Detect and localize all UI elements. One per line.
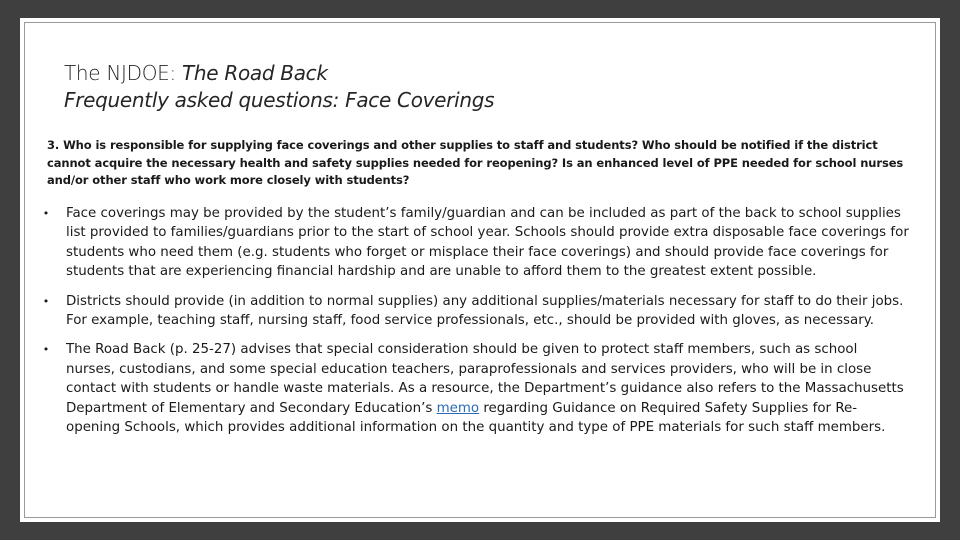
slide	[20, 18, 940, 522]
title-italic: The Road Back	[182, 61, 328, 85]
title-subtitle: Frequently asked questions: Face Coverings	[64, 88, 495, 112]
slide-title	[64, 60, 494, 114]
title-line-1	[64, 60, 494, 87]
bullet-icon: •	[42, 343, 50, 357]
answer-list	[40, 204, 910, 447]
question-text: 3. Who is responsible for supplying face coverings and other supplies to staff and students? Who should be notified if the district cannot acquire the necessary health and safety supplies needed for reopening? Is an enhanced level of PPE needed for school nurses and/or other staff who work more closely with students?	[47, 138, 904, 187]
bullet-text-after-link: regarding Guidance on Required Safety Supplies for Re-opening Schools, which provides additional information on the quantity and type of PPE materials for such staff members.	[66, 400, 886, 436]
list-item	[40, 204, 910, 282]
bullet-icon: •	[42, 207, 50, 220]
bullet-icon: •	[42, 294, 50, 308]
bullet-text: Face coverings may be provided by the student’s family/guardian and can be included as part of the back to school supplies list provided to families/guardians prior to the start of school year. Schools should provide extra disposable face coverings for students who need them (e.g. students who forget or misplace their face coverings) and should provide face coverings for students that are experiencing financial hardship and are unable to afford them to the greatest extent possible.	[66, 206, 909, 280]
list-item	[40, 292, 910, 331]
memo-link[interactable]: memo	[436, 400, 480, 416]
list-item	[40, 340, 910, 437]
title-prefix: The NJDOE:	[64, 61, 182, 85]
title-line-2	[64, 87, 494, 114]
bullet-text-before-link: The Road Back (p. 25-27) advises that special consideration should be given to protect staff members, such as school nurses, custodians, and some special education teachers, paraprofessionals and services providers, who will be in close contact with students or handle waste materials. As a resource, the Department’s guidance also refers to the Massachusetts Department of Elementary and Secondary Education’s	[66, 342, 904, 416]
bullet-text: Districts should provide (in addition to normal supplies) any additional supplies/materials necessary for staff to do their jobs. For example, teaching staff, nursing staff, food service professionals, etc., should be provided with gloves, as necessary.	[66, 293, 904, 329]
